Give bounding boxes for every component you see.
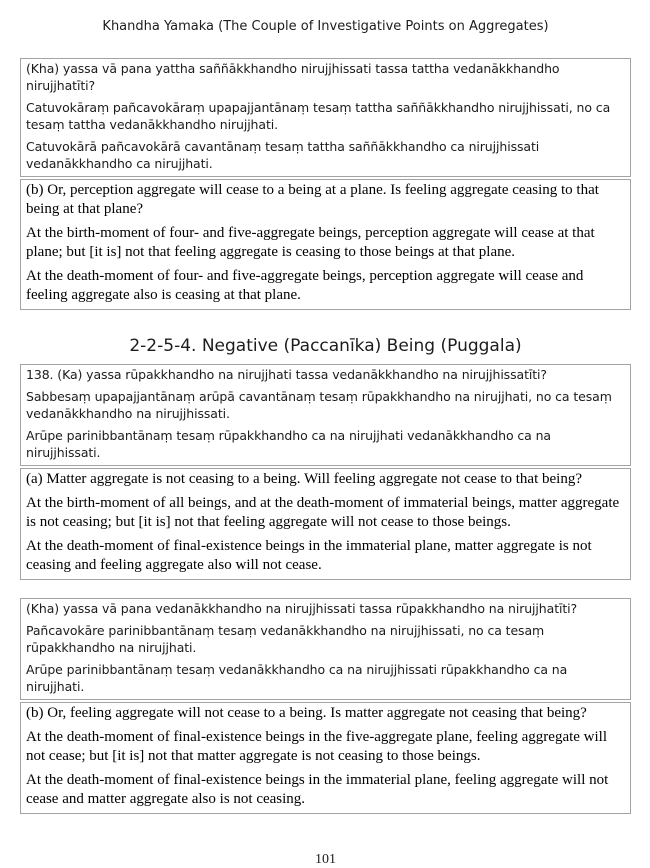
qa-block-137-kha (20, 58, 631, 310)
pali-paragraph: Catuvokāraṃ pañcavokāraṃ upapajjantānaṃ tesaṃ tattha saññākkhandho nirujjhissati, no ca tesaṃ tattha vedanākkhandho nirujjhati. (26, 100, 611, 132)
pali-paragraph: (Kha) yassa vā pana vedanākkhandho na nirujjhissati tassa rūpakkhandho na nirujjhatīti? (26, 601, 578, 616)
pali-paragraph: Arūpe parinibbantānaṃ tesaṃ rūpakkhandho ca na nirujjhati vedanākkhandho ca na nirujjhissati. (26, 428, 551, 460)
english-paragraph: (b) Or, feeling aggregate will not cease to a being. Is matter aggregate not ceasing that being? (26, 705, 587, 721)
english-paragraph: (b) Or, perception aggregate will cease to a being at a plane. Is feeling aggregate ceasing to that being at that plane? (26, 182, 599, 217)
english-paragraph: At the death-moment of final-existence beings in the five-aggregate plane, feeling aggregate will not cease; but [it is] not that matter aggregate is not ceasing to those beings. (26, 729, 608, 764)
qa-block-138-kha (20, 598, 631, 814)
english-table-2 (20, 468, 631, 580)
pali-paragraph: (Kha) yassa vā pana yattha saññākkhandho nirujjhissati tassa tattha vedanākkhandho nirujjhatīti? (26, 61, 560, 93)
english-table-1 (20, 179, 631, 310)
pali-paragraph: Sabbesaṃ upapajjantānaṃ arūpā cavantānaṃ tesaṃ rūpakkhandho na nirujjhati, no ca tesaṃ vedanākkhandho na nirujjhissati. (26, 389, 612, 421)
document-title: Khandha Yamaka (The Couple of Investigative Points on Aggregates) (102, 19, 549, 34)
pali-paragraph: Arūpe parinibbantānaṃ tesaṃ vedanākkhandho ca na nirujjhissati rūpakkhandho ca na nirujjhati. (26, 662, 568, 694)
english-table-3 (20, 702, 631, 814)
pali-paragraph: 138. (Ka) yassa rūpakkhandho na nirujjhati tassa vedanākkhandho na nirujjhissatīti? (26, 367, 547, 382)
english-paragraph: (a) Matter aggregate is not ceasing to a being. Will feeling aggregate not cease to that being? (26, 471, 582, 487)
pali-table-3 (20, 598, 631, 700)
pali-table-1 (20, 58, 631, 177)
english-paragraph: At the birth-moment of four- and five-aggregate beings, perception aggregate will cease at that plane; but [it is] not that feeling aggregate is ceasing to those beings at that plane. (26, 225, 595, 260)
english-paragraph: At the death-moment of four- and five-aggregate beings, perception aggregate will cease and feeling aggregate also is ceasing at that plane. (26, 268, 584, 303)
section-heading: 2-2-5-4. Negative (Paccanīka) Being (Puggala) (129, 336, 522, 356)
qa-block-138-ka (20, 364, 631, 580)
english-paragraph: At the birth-moment of all beings, and at the death-moment of immaterial beings, matter aggregate is not ceasing; but [it is] not that feeling aggregate will not cease to those beings. (26, 495, 620, 530)
pali-paragraph: Catuvokārā pañcavokārā cavantānaṃ tesaṃ tattha saññākkhandho ca nirujjhissati vedanākkhandho ca nirujjhati. (26, 139, 540, 171)
pali-table-2 (20, 364, 631, 466)
english-paragraph: At the death-moment of final-existence beings in the immaterial plane, feeling aggregate will not cease and matter aggregate also is not ceasing. (26, 772, 609, 807)
pali-paragraph: Pañcavokāre parinibbantānaṃ tesaṃ vedanākkhandho na nirujjhissati, no ca tesaṃ rūpakkhandho na nirujjhati. (26, 623, 545, 655)
english-paragraph: At the death-moment of final-existence beings in the immaterial plane, matter aggregate is not ceasing and feeling aggregate also will not cease. (26, 538, 592, 573)
page-number: 101 (315, 852, 336, 867)
